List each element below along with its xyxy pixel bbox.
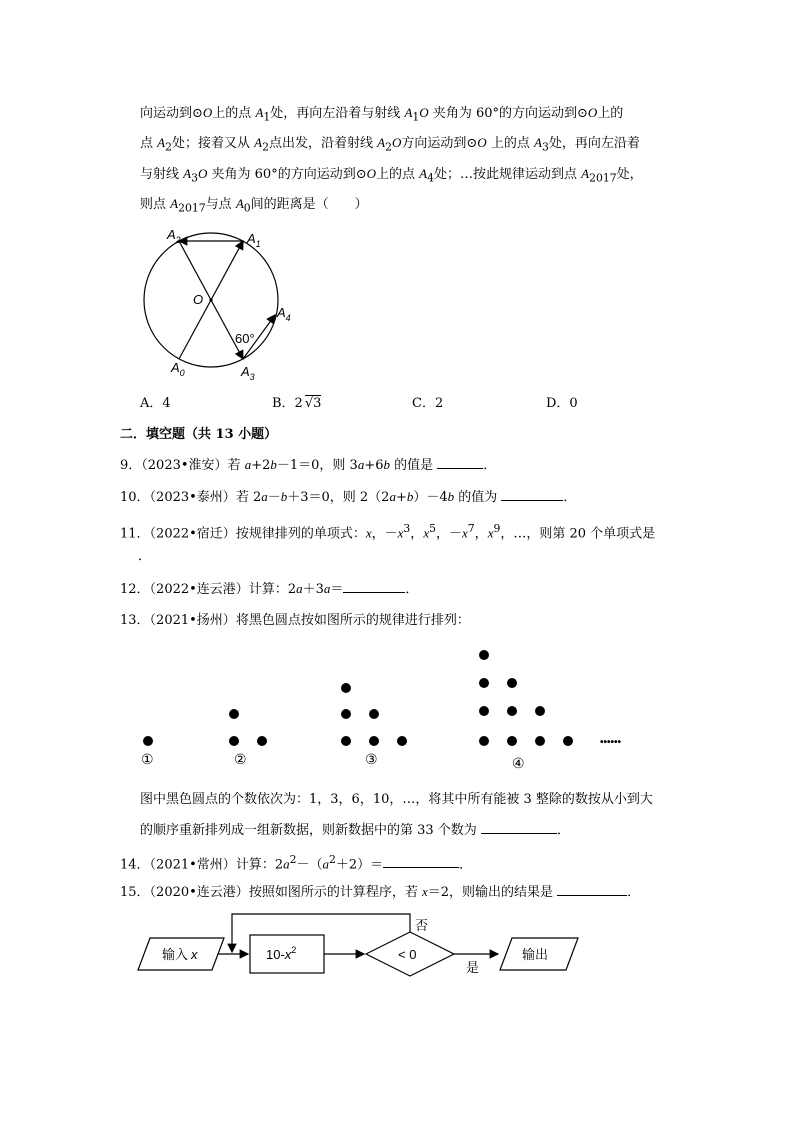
flow-yes: 是: [466, 960, 480, 975]
label-o: O: [193, 292, 204, 307]
dots-ellipsis: ••••••: [600, 737, 622, 748]
question-13: 13．（2021•扬州）将黑色圆点按如图所示的规律进行排列：: [120, 613, 470, 628]
question-13-line-3: 的顺序重新排列成一组新数据，则新数据中的第 33 个数为 ．: [140, 823, 570, 838]
label-a3: $A_3$: [241, 364, 255, 382]
question-11-end: ．: [138, 549, 152, 564]
label-a4: $A_4$: [277, 305, 291, 323]
caption-3: ③: [365, 752, 378, 768]
caption-4: ④: [512, 756, 525, 772]
question-14: 14．（2021•常州）计算：$2a^2-(a^2+2)=$ ．: [120, 853, 473, 873]
label-a2: $A_2$: [167, 227, 181, 245]
circle-diagram: [125, 220, 315, 390]
label-a1: $A_1$: [247, 231, 261, 249]
question-9: 9．（2023•淮安）若 a+2b－1＝0，则 3a+6b 的值是 ．: [120, 457, 497, 473]
caption-1: ①: [141, 752, 154, 768]
label-angle: 60°: [235, 331, 255, 346]
option-b: B．2 √3: [272, 396, 322, 411]
intro-line-1: 向运动到⊙O上的点 $A_1$处，再向左沿着与射线 $A_1O$ 夹角为 60°的方向运动到⊙O上的: [140, 105, 624, 124]
option-c: C．2: [412, 396, 444, 411]
question-13-line-2: 图中黑色圆点的个数依次为：1，3，6，10，…，将其中所有能被 3 整除的数按从小到大: [140, 792, 653, 807]
intro-line-2: 点 $A_2$处；接着又从 $A_2$点出发，沿着射线 $A_2O$方向运动到⊙O 上的点 $A_3$处，再向左沿着: [140, 135, 640, 154]
question-12: 12．（2022•连云港）计算：2a＋3a＝ ．: [120, 581, 419, 597]
question-10: 10．（2023•泰州）若 2a－b＋3＝0，则 2（2a+b）－4b 的值为 ．: [120, 489, 577, 505]
intro-line-3: 与射线 $A_3O$ 夹角为 60°的方向运动到⊙O上的点 $A_4$处；…按此规律运动到点 $A_{2017}$处，: [140, 166, 643, 185]
flow-condition: < 0: [398, 947, 417, 962]
flow-output: 输出: [522, 947, 549, 962]
option-a: A．4: [140, 396, 171, 411]
caption-2: ②: [234, 752, 247, 768]
flowchart: [130, 908, 590, 980]
flow-input: 输入 x: [162, 947, 198, 962]
dot-pattern: [130, 640, 650, 755]
label-a0: $A_0$: [171, 360, 185, 378]
flow-process: $10-x^2$: [266, 945, 297, 962]
option-d: D．0: [546, 396, 578, 411]
flow-no: 否: [415, 918, 429, 933]
section-header: 二．填空题（共 13 小题）: [120, 427, 278, 442]
question-15: 15．（2020•连云港）按照如图所示的计算程序，若 x＝2，则输出的结果是 ．: [120, 884, 641, 900]
question-11: 11．（2022•宿迁）按规律排列的单项式：x，$-x^3$，$x^5$，$-x^7$，$x^9$，…，则第 20 个单项式是: [120, 522, 656, 542]
intro-line-4: 则点 $A_{2017}$与点 $A_0$间的距离是（ ）: [140, 196, 368, 215]
